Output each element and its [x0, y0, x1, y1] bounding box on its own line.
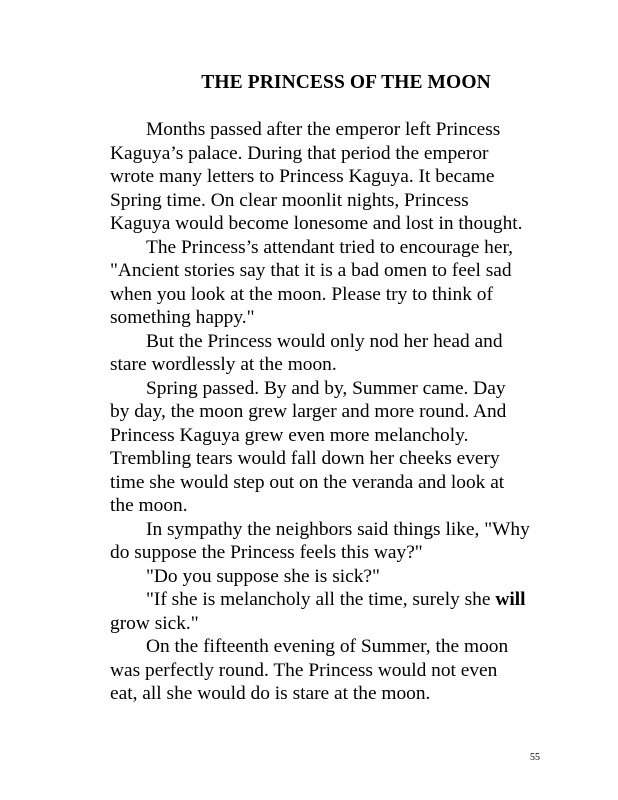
paragraph-line — [110, 588, 610, 612]
paragraph-line: do suppose the Princess feels this way?" — [110, 542, 423, 563]
paragraph-line: "Ancient stories say that it is a bad omen to feel sad — [110, 260, 512, 281]
paragraph-line: Trembling tears would fall down her cheeks every — [110, 448, 500, 469]
paragraph-line: Kaguya’s palace. During that period the emperor — [110, 142, 489, 164]
paragraph-line: something happy." — [110, 307, 255, 328]
page-number: 55 — [530, 752, 540, 763]
paragraph-line: Princess Kaguya grew even more melancholy. — [110, 424, 469, 446]
paragraph-line: the moon. — [110, 495, 188, 516]
paragraph-line: "Do you suppose she is sick?" — [146, 565, 380, 587]
paragraph-line: was perfectly round. The Princess would not even — [110, 659, 498, 681]
paragraph-line: by day, the moon grew larger and more round. And — [110, 401, 507, 422]
paragraph-line: grow sick." — [110, 612, 199, 634]
paragraph-line: Spring passed. By and by, Summer came. Day — [146, 377, 506, 399]
paragraph-line: But the Princess would only nod her head and — [146, 330, 503, 352]
paragraph-line: The Princess’s attendant tried to encourage her, — [146, 236, 513, 258]
body-text — [110, 118, 610, 706]
paragraph-line: when you look at the moon. Please try to think of — [110, 283, 493, 305]
paragraph-line: In sympathy the neighbors said things like, "Why — [146, 518, 530, 540]
paragraph-line: stare wordlessly at the moon. — [110, 354, 337, 375]
paragraph-line: time she would step out on the veranda and look at — [110, 471, 505, 493]
paragraph-line: On the fifteenth evening of Summer, the moon — [146, 636, 509, 657]
paragraph-line: Spring time. On clear moonlit nights, Princess — [110, 189, 469, 211]
line-text: "If she is melancholy all the time, surely she — [146, 589, 496, 610]
paragraph-line: Months passed after the emperor left Princess — [146, 119, 501, 140]
chapter-title: THE PRINCESS OF THE MOON — [201, 72, 491, 93]
paragraph-line: Kaguya would become lonesome and lost in thought. — [110, 213, 523, 234]
paragraph-line: eat, all she would do is stare at the moon. — [110, 683, 431, 704]
paragraph-line: wrote many letters to Princess Kaguya. It became — [110, 166, 495, 187]
bold-word: will — [495, 589, 526, 610]
